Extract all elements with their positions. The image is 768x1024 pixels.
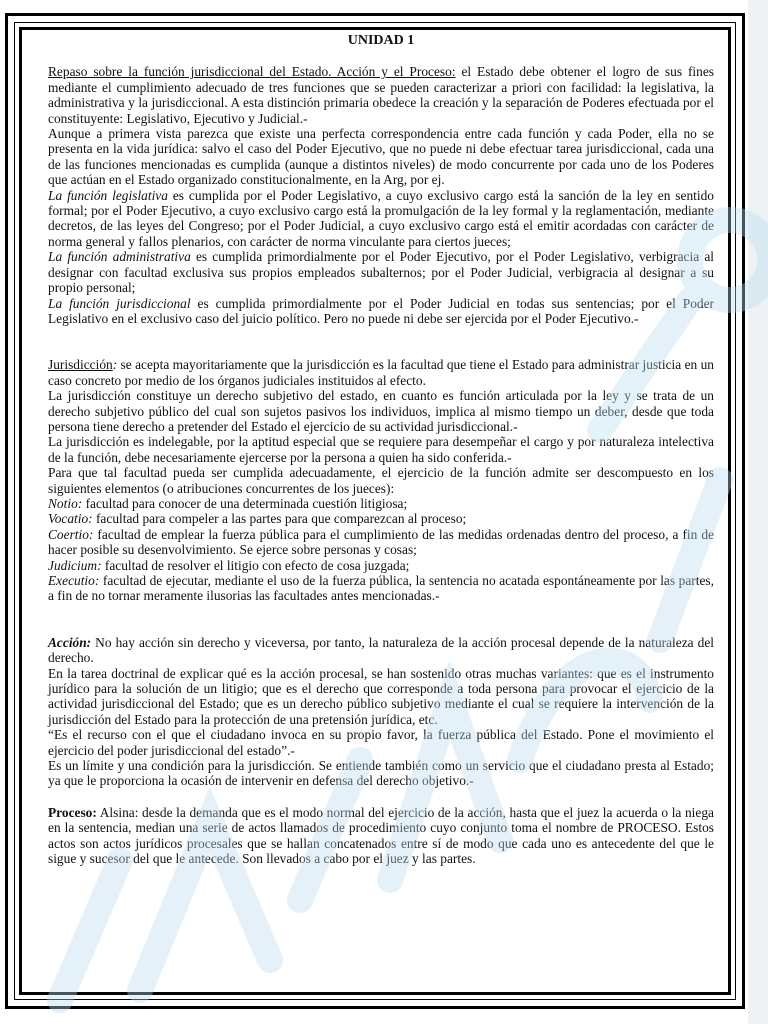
paragraph: En la tarea doctrinal de explicar qué es la acción procesal, se han sostenido otras muchas variantes: que es el instrumento jurídico para la solución de un litigio; que es el derecho que corresponde a toda persona para provocar el ejercicio de la actividad jurisdiccional del Estado; que es un derecho público subjetivo mediante el cual se requiere la intervención de la jurisdicción del Estado para la protección de una pretensión jurídica, etc. [48, 665, 714, 727]
paragraph: La jurisdicción constituye un derecho subjetivo del estado, en cuanto es función articulada por la ley y se trata de un derecho subjetivo público del cual son sujetos pasivos los individuos, implica al mismo tiempo un deber, desde que toda persona tiene derecho a pretender del Estado el ejercicio de su actividad jurisdiccional.- [48, 388, 714, 434]
paragraph-text: es cumplida primordialmente por el Poder Judicial en todas sus sentencias; por el Poder Legislativo en el exclusivo caso del juicio político. Pero no puede ni debe ser ejercida por el Poder Ejecutivo.- [48, 295, 714, 326]
quote-paragraph: “Es el recurso con el que el ciudadano invoca en su propio favor, la fuerza pública del Estado. Pone el movimiento el ejercicio del poder jurisdiccional del estado”.- [48, 727, 714, 758]
list-item-notio [48, 496, 714, 511]
list-item-text: facultad para conocer de una determinada cuestión litigiosa; [82, 495, 408, 511]
spacer [48, 604, 714, 635]
section-heading-jurisdiccion: Jurisdicción [48, 357, 113, 373]
term-label: La función administrativa [48, 249, 191, 265]
page-edge-strip [748, 0, 768, 1024]
section-heading-repaso: Repaso sobre la función jurisdiccional del Estado. Acción y el Proceso: [48, 64, 456, 80]
list-item-text: facultad para compeler a las partes para que comparezcan al proceso; [92, 511, 467, 527]
term-label: Judicium: [48, 557, 102, 573]
section-accion [48, 635, 714, 666]
list-item-executio [48, 573, 714, 604]
term-label: Coertio: [48, 526, 94, 542]
spacer [48, 326, 714, 357]
paragraph-text: se acepta mayoritariamente que la jurisdicción es la facultad que tiene el Estado para administrar justicia en un caso concreto por medio de los órganos judiciales instituidos al efecto. [48, 357, 714, 388]
paragraph: Aunque a primera vista parezca que existe una perfecta correspondencia entre cada función y cada Poder, ella no se presenta en la vida jurídica: salvo el caso del Poder Ejecutivo, que no puede ni debe efectuar tarea jurisdiccional, cada una de las funciones mencionadas es cumplida (aunque a distintos niveles) de modo concurrente por cada uno de los Poderes que actúan en el Estado organizado constitucionalmente, en la Arg, por ej. [48, 126, 714, 188]
section-heading-accion: Acción: [48, 634, 92, 650]
list-item-text: facultad de ejecutar, mediante el uso de la fuerza pública, la sentencia no acatada espontáneamente por las partes, a fin de no tornar meramente ilusorias las facultades antes mencionadas.- [48, 573, 714, 604]
paragraph-text: Alsina: desde la demanda que es el modo normal del ejercicio de la acción, hasta que el juez la acuerda o la niega en la sentencia, median una serie de actos llamados de procedimiento cuyo conjunto toma el nombre de PROCESO. Estos actos son actos jurídicos procesales que se hallan concatenados entre sí de modo que cada uno es antecedente del que le sigue y sucesor del que le antecede. Son llevados a cabo por el juez y las partes. [48, 804, 714, 867]
list-item-text: facultad de resolver el litigio con efecto de cosa juzgada; [101, 557, 410, 573]
paragraph-text: es cumplida primordialmente por el Poder Ejecutivo, por el Poder Legislativo, verbigracia al designar con facultad exclusiva sus propios empleados subalternos; por el Poder Judicial, verbigracia al designar a su propio personal; [48, 249, 715, 296]
paragraph-text: es cumplida por el Poder Legislativo, a cuyo exclusivo cargo está la sanción de la ley en sentido formal; por el Poder Ejecutivo, a cuyo exclusivo cargo está la promulgación de la ley formal y la reglamentación, mediante decretos, de las leyes del Congreso; por el Poder Judicial, a cuyo exclusivo cargo está el emitir acordadas con carácter de norma general y fallos plenarios, con carácter de norma vinculante para ciertos jueces; [48, 187, 714, 249]
heading-colon: : [112, 357, 118, 373]
term-label: Executio: [48, 573, 100, 588]
paragraph: Para que tal facultad pueda ser cumplida adecuadamente, el ejercicio de la función admite ser descompuesto en los siguientes elementos (o atribuciones concurrentes de los jueces): [48, 465, 714, 496]
term-label: Notio: [48, 495, 83, 511]
section-jurisdiccion [48, 357, 714, 388]
paragraph-funcion-jurisdiccional [48, 296, 714, 327]
list-item-coertio [48, 527, 714, 558]
paragraph: La jurisdicción es indelegable, por la aptitud especial que se requiere para desempeñar el cargo y por naturaleza intelectiva de la función, debe necesariamente ejercerse por la persona a quien ha sido conferida.- [48, 434, 714, 465]
paragraph-funcion-legislativa [48, 188, 714, 250]
paragraph-text: el Estado debe obtener el logro de sus fines mediante el cumplimiento adecuado de tres funciones que se pueden caracterizar a priori con facilidad: la legislativa, la administrativa y la jurisdiccional. A esta distinción primaria obedece la creación y la separación de Poderes efectuada por el constituyente: Legislativo, Ejecutivo y Judicial.- [48, 64, 714, 126]
paragraph: Es un límite y una condición para la jurisdicción. Se entiende también como un servicio que el ciudadano presta al Estado; ya que le proporciona la ocasión de intervenir en defensa del derecho objetivo.- [48, 758, 714, 789]
section-proceso [48, 805, 714, 867]
spacer [48, 789, 714, 805]
document-title: UNIDAD 1 [347, 33, 415, 48]
term-label: La función legislativa [48, 187, 168, 203]
paragraph-text: No hay acción sin derecho y viceversa, por tanto, la naturaleza de la acción procesal depende de la naturaleza del derecho. [48, 634, 714, 666]
term-label: La función jurisdiccional [48, 295, 191, 311]
document-body [48, 33, 714, 867]
list-item-vocatio [48, 511, 714, 526]
list-item-text: facultad de emplear la fuerza pública para el cumplimiento de las medidas ordenadas dentro del proceso, a fin de hacer posible su desenvolvimiento. Se ejerce sobre personas y cosas; [48, 526, 714, 558]
paragraph-funcion-administrativa [48, 249, 714, 295]
list-item-judicium [48, 558, 714, 573]
section-heading-proceso: Proceso: [48, 804, 97, 820]
section-funcion-jurisdiccional [48, 64, 714, 126]
term-label: Vocatio: [48, 511, 93, 527]
